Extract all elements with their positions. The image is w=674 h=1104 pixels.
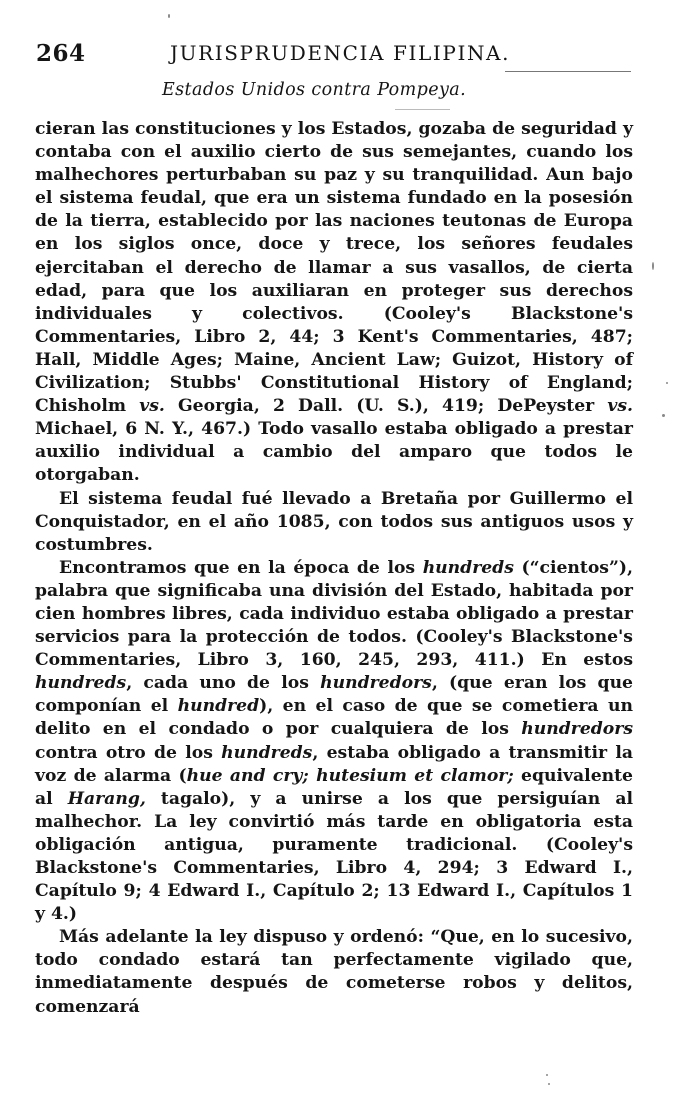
text-run: El sistema feudal fué llevado a Bretaña por Guillermo el Conquistador, en el año 1085, con todos sus antiguos usos y costumbres.: [35, 488, 633, 555]
body-text: [35, 118, 633, 1019]
text-run-italic: hundreds: [221, 742, 313, 763]
paragraph: [35, 557, 633, 927]
text-run: Michael, 6 N. Y., 467.) Todo vasallo estaba obligado a prestar auxilio individual a cambio del amparo que todos le otorgaban.: [35, 419, 633, 486]
text-run: Más adelante la ley dispuso y ordenó: “Que, en lo sucesivo, todo condado estará tan perfectamente vigilado que, inmediatamente después de cometerse robos y delitos, comenzará: [35, 927, 633, 1017]
scan-speck: [662, 414, 665, 417]
scan-speck: [546, 1074, 548, 1076]
text-run: tagalo), y a unirse a los que persiguían al malhechor. La ley convirtió más tarde en obligatoria esta obligación antigua, puramente tradicional. (Cooley's Blackstone's Commentaries, Libro 4, 294; 3 Edward I., Capítulo 9; 4 Edward I., Capítulo 2; 13 Edward I., Capítulos 1 y 4.): [35, 788, 633, 925]
paragraph: [35, 488, 633, 557]
text-run: Encontramos que en la época de los: [59, 557, 423, 578]
text-run-italic: hundredors: [521, 719, 633, 740]
scan-speck: [168, 14, 170, 18]
paragraph: [35, 926, 633, 1018]
case-title: Estados Unidos contra Pompeya.: [162, 80, 467, 100]
text-run-italic: hundredors: [320, 673, 432, 694]
paragraph: [35, 118, 633, 488]
text-run: , (que eran los que componían el: [35, 673, 633, 717]
text-run-italic: hundred: [177, 696, 260, 717]
text-run-italic: vs.: [139, 396, 165, 417]
text-run: (“cientos”), palabra que significaba una división del Estado, habitada por cien hombres libres, cada individuo estaba obligado a prestar servicios para la protección de todos. (Cooley's Blackstone's Commentaries, Libro 3, 160, 245, 293, 411.) En estos: [35, 557, 633, 671]
scan-speck: [548, 1083, 550, 1085]
text-run: ), en el caso de que se cometiera un delito en el condado o por cualquiera de los: [35, 696, 633, 740]
header-rule: [505, 71, 631, 72]
text-run: , estaba obligado a transmitir la voz de alarma (: [35, 742, 633, 786]
page-header: [36, 40, 636, 74]
text-run: equivalente al: [35, 765, 633, 809]
title-rule: [395, 109, 450, 110]
text-run-italic: vs.: [607, 396, 633, 417]
text-run: cieran las constituciones y los Estados, gozaba de seguridad y contaba con el auxilio cierto de sus semejantes, cuando los malhechores perturbaban su paz y su tranquilidad. Aun bajo el sistema feudal, que era un sistema fundado en la posesión de la tierra, establecido por las naciones teutonas de Europa en los siglos once, doce y trece, los señores feudales ejercitaban el derecho de llamar a sus vasallos, de cierta edad, para que los auxiliaran en proteger sus derechos individuales y colectivos. (Cooley's Blackstone's Commentaries, Libro 2, 44; 3 Kent's Commentaries, 487; Hall, Middle Ages; Maine, Ancient Law; Guizot, History of Civilization; Stubbs' Constitutional History of England; Chisholm: [35, 119, 633, 417]
text-run-italic: hundreds: [35, 673, 127, 694]
text-run: Georgia, 2 Dall. (U. S.), 419; DePeyster: [164, 396, 608, 417]
text-run: , cada uno de los: [126, 673, 321, 694]
text-run-italic: hue and cry; hutesium et clamor;: [186, 765, 514, 786]
scan-speck: [652, 262, 654, 270]
page-number: 264: [36, 40, 86, 67]
text-run-italic: Harang,: [67, 788, 146, 809]
text-run: contra otro de los: [35, 742, 222, 763]
scan-speck: [666, 382, 668, 384]
running-title: JURISPRUDENCIA FILIPINA.: [170, 41, 511, 65]
text-run-italic: hundreds: [422, 557, 514, 578]
